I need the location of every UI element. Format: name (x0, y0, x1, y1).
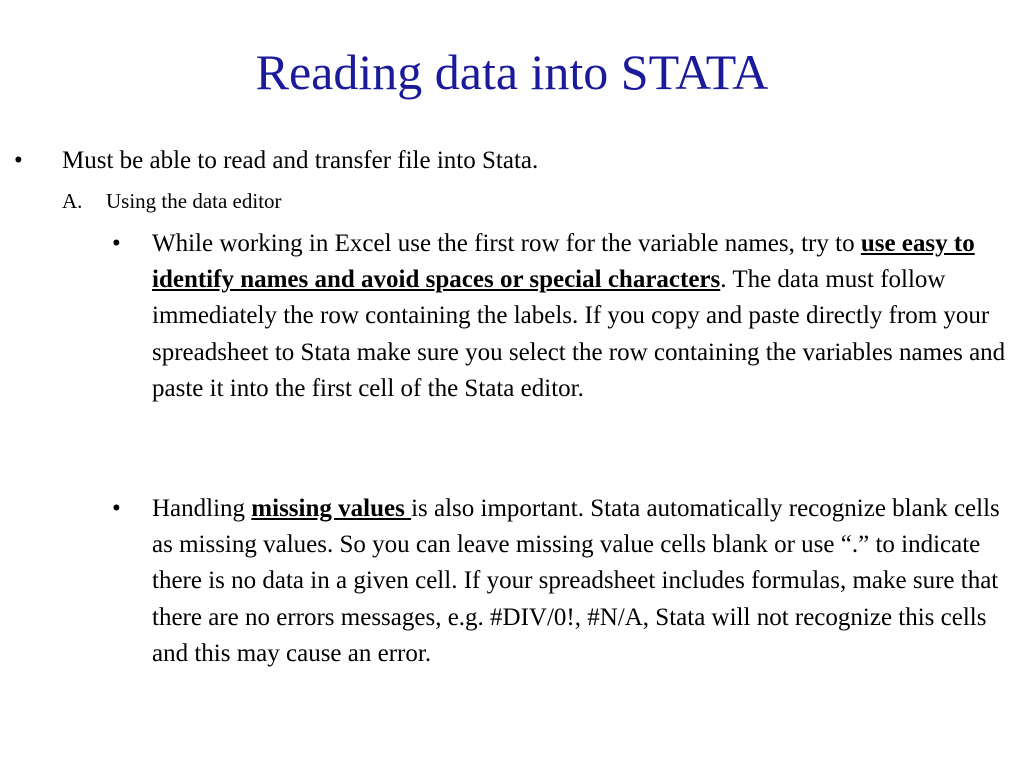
emphasis-missing-values: missing values (251, 495, 412, 522)
text-segment: . The data must follow immediately the row containing the labels. If you copy and paste directly from your spreadsheet to Stata make sure you select the row containing the variables names and paste it into the first cell of the Stata editor. (152, 266, 1006, 402)
text-segment: Handling (152, 495, 252, 522)
emphasis-naming: use easy to identify names and avoid spaces or special characters (152, 230, 975, 294)
bullet-level3-excel (112, 226, 1014, 407)
slide-title: Reading data into STATA (255, 44, 769, 100)
bullet-level3-text (152, 226, 1014, 407)
bullet-marker: • (14, 147, 23, 174)
bullet-level3-text (152, 491, 1014, 672)
text-segment: While working in Excel use the first row for the variable names, try to (152, 230, 861, 257)
bullet-marker: • (112, 230, 121, 257)
bullet-level3-missing (112, 491, 1014, 672)
sub-item-a (62, 187, 282, 215)
sub-item-text: Using the data editor (106, 189, 282, 213)
sub-item-marker: A. (62, 189, 83, 213)
text-segment: is also important. Stata automatically recognize blank cells as missing values. So you can leave missing value cells blank or use “.” to indicate there is no data in a given cell. If your spreadsheet includes formulas, make sure that there are no errors messages, e.g. #DIV/0!, #N/A, Stata will not recognize this cells and this may cause an error. (152, 495, 1000, 667)
bullet-level1-text: Must be able to read and transfer file into Stata. (62, 147, 539, 174)
bullet-marker: • (112, 495, 121, 522)
